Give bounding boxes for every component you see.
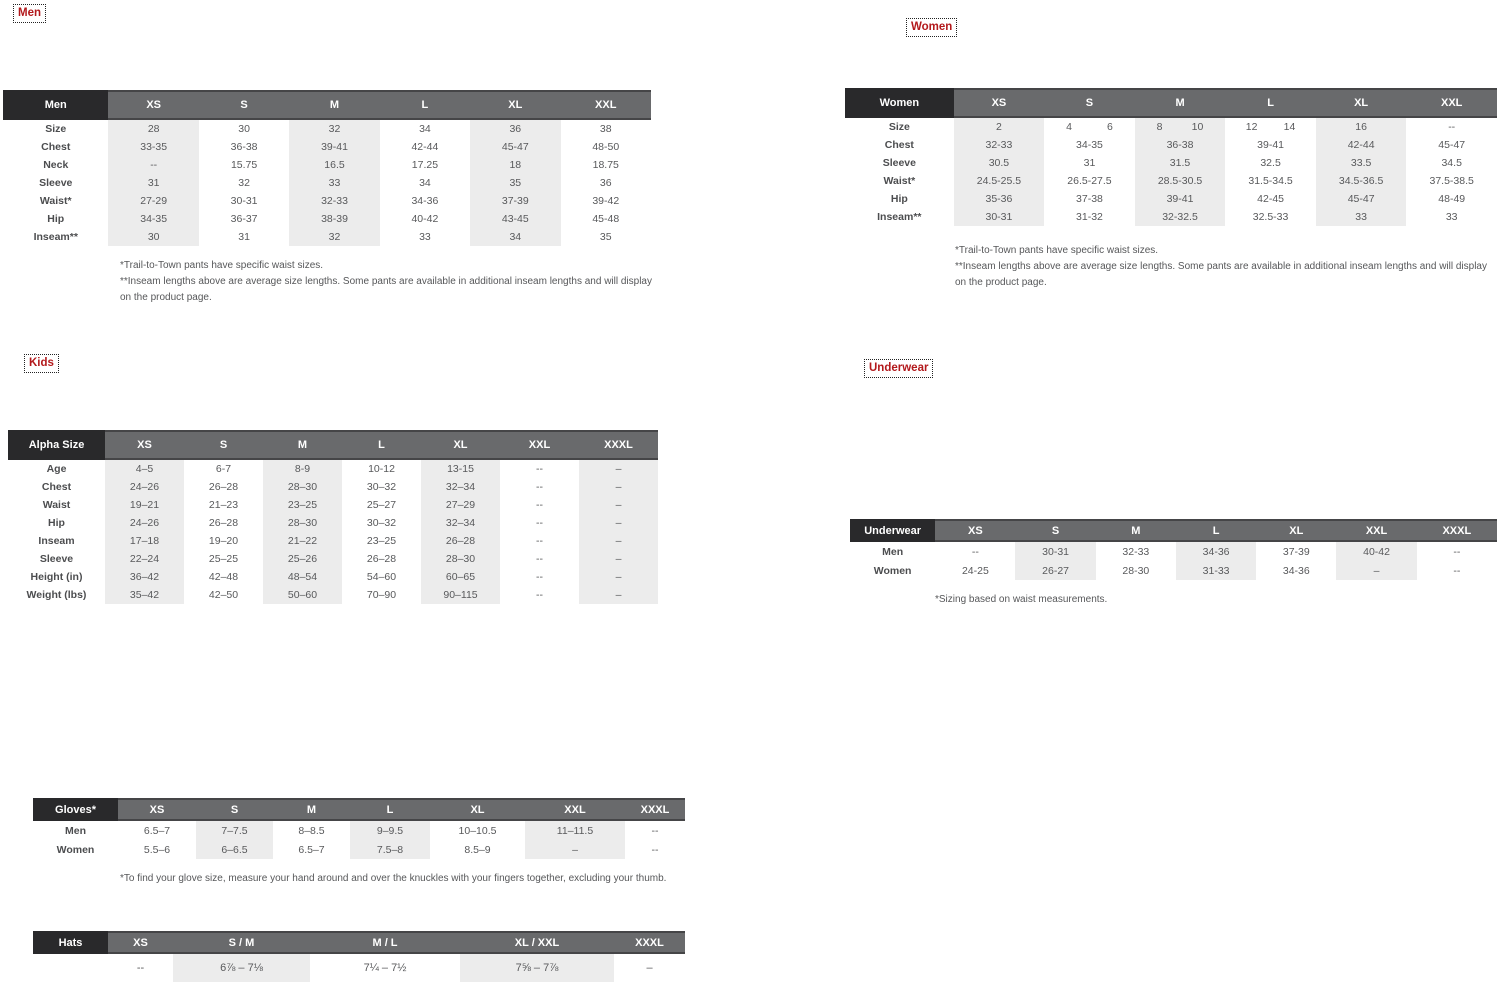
size-cell: 16.5: [289, 156, 379, 174]
header-row: [850, 520, 1497, 541]
row-label: Hip: [890, 193, 908, 205]
size-cell: 36: [470, 119, 560, 138]
size-cell: 37.5-38.5: [1429, 175, 1474, 187]
column-header: XXL: [525, 799, 625, 820]
size-cell: --: [651, 843, 659, 856]
table-row: [3, 192, 651, 210]
column-header: L: [1176, 520, 1256, 541]
column-header: M: [273, 799, 350, 820]
size-cell: --: [536, 553, 543, 565]
row-label: Waist*: [39, 195, 72, 207]
table-row: [8, 586, 658, 604]
size-cell: 26.5-27.5: [1067, 175, 1112, 187]
size-cell: 30: [108, 228, 198, 246]
size-cell: --: [536, 517, 543, 529]
size-cell: 8-9: [263, 459, 342, 478]
table-row: [33, 840, 685, 859]
size-cell: 37-39: [1282, 545, 1310, 558]
size-cell: 50–60: [263, 586, 342, 604]
size-cell: 32: [289, 119, 379, 138]
table-title-cell: Gloves*: [33, 799, 118, 820]
hats-size-table: [33, 931, 685, 982]
size-cell: 37-38: [1076, 193, 1103, 205]
size-cell: 32-33: [954, 136, 1045, 154]
size-cell: --: [136, 962, 145, 974]
column-header: S: [1015, 520, 1095, 541]
size-cell: 34-36: [411, 195, 439, 207]
size-cell: --: [536, 571, 543, 583]
size-cell: 36-38: [1135, 136, 1226, 154]
size-cell: 17–18: [105, 532, 184, 550]
row-label: Hip: [48, 517, 65, 529]
size-cell: 39-41: [289, 138, 379, 156]
size-cell: 42–50: [208, 589, 239, 601]
column-header: XL: [1316, 89, 1407, 117]
column-header: XXL: [1406, 89, 1497, 117]
header-row: [33, 799, 685, 820]
size-cell: 60–65: [421, 568, 500, 586]
column-header: L: [350, 799, 430, 820]
column-header: XS: [108, 932, 173, 953]
size-cell: 48–54: [263, 568, 342, 586]
size-cell: 54–60: [366, 571, 397, 583]
size-cell: --: [536, 535, 543, 547]
size-cell: 23–25: [366, 535, 397, 547]
footnote-line: **Inseam lengths above are average size lengths. Some pants are available in additional inseam lengths and will display on the product page.: [955, 261, 1487, 288]
column-header: XS: [105, 431, 184, 459]
table-row: [8, 478, 658, 496]
size-cell: 8 10: [1135, 117, 1226, 136]
row-label: Waist*: [883, 175, 916, 187]
size-cell: 26–28: [366, 553, 397, 565]
size-cell: 30–32: [366, 481, 397, 493]
size-cell: 39-41: [1257, 139, 1284, 151]
table-row: [845, 208, 1497, 226]
size-cell: 21–23: [208, 499, 239, 511]
size-cell: 32: [238, 177, 250, 189]
size-cell: 34.5-36.5: [1316, 172, 1407, 190]
footnote-line: *Trail-to-Town pants have specific waist sizes.: [120, 260, 324, 271]
row-label: Sleeve: [882, 157, 916, 169]
size-cell: --: [536, 499, 543, 511]
size-cell: 34.5: [1441, 157, 1462, 169]
column-header: XS: [935, 520, 1015, 541]
size-cell: 45-47: [1438, 139, 1466, 151]
size-cell: 19–20: [208, 535, 239, 547]
header-row: [3, 91, 651, 119]
size-cell: --: [1453, 564, 1461, 577]
size-cell: 8.5–9: [464, 843, 491, 856]
size-cell: 45-48: [592, 213, 620, 225]
size-cell: 36–42: [105, 568, 184, 586]
size-cell: –: [579, 586, 658, 604]
size-cell: 24-25: [961, 564, 989, 577]
table-row: [3, 156, 651, 174]
column-header: S: [199, 91, 289, 119]
size-cell: 17.25: [411, 159, 439, 171]
size-cell: 30-31: [954, 208, 1045, 226]
size-cell: 33: [419, 231, 431, 243]
footnote-line: *Trail-to-Town pants have specific waist sizes.: [955, 245, 1159, 256]
table-row: [3, 174, 651, 192]
size-cell: 26–28: [208, 517, 239, 529]
column-header: XS: [108, 91, 198, 119]
footnote-line: *Sizing based on waist measurements.: [935, 594, 1108, 605]
size-cell: 37-39: [470, 192, 560, 210]
table-row: [3, 210, 651, 228]
size-cell: --: [651, 824, 659, 837]
row-label: Neck: [43, 159, 69, 171]
size-cell: --: [1448, 121, 1456, 133]
table-row: [8, 550, 658, 568]
size-cell: 28–30: [263, 514, 342, 532]
size-cell: –: [579, 532, 658, 550]
size-cell: 26–28: [421, 532, 500, 550]
header-row: [33, 932, 685, 953]
size-cell: 8–8.5: [298, 824, 325, 837]
size-cell: 30-31: [1015, 541, 1095, 561]
size-cell: 2: [954, 117, 1045, 136]
size-cell: 32-33: [1122, 545, 1150, 558]
column-header: S: [1044, 89, 1135, 117]
size-cell: 28–30: [263, 478, 342, 496]
table-row: [845, 154, 1497, 172]
women-section-link[interactable]: Women: [906, 18, 957, 37]
size-cell: 40-42: [1336, 541, 1416, 561]
row-label: Chest: [41, 481, 72, 493]
column-header: S: [184, 431, 263, 459]
size-cell: 33: [289, 174, 379, 192]
column-header: M: [289, 91, 379, 119]
size-cell: 31: [108, 174, 198, 192]
size-cell: 4–5: [105, 459, 184, 478]
table-row: [845, 172, 1497, 190]
size-cell: 35–42: [105, 586, 184, 604]
size-cell: 33: [1445, 211, 1458, 223]
size-cell: 31-33: [1176, 561, 1256, 580]
row-label: Women: [56, 843, 95, 856]
size-cell: 23–25: [263, 496, 342, 514]
column-header: S: [196, 799, 273, 820]
size-cell: 45-47: [470, 138, 560, 156]
header-row: [845, 89, 1497, 117]
size-cell: 32.5: [1260, 157, 1281, 169]
row-label: Men: [65, 824, 86, 837]
size-cell: 36-37: [230, 213, 258, 225]
size-cell: 42-44: [411, 141, 439, 153]
column-header: XL: [1256, 520, 1336, 541]
table-row: [8, 568, 658, 586]
size-cell: 32-33: [289, 192, 379, 210]
men-section-link[interactable]: Men: [13, 4, 46, 23]
size-cell: 5.5–6: [143, 843, 171, 856]
size-cell: 40-42: [411, 213, 439, 225]
size-cell: 10-12: [368, 463, 395, 475]
footnote-line: **Inseam lengths above are average size lengths. Some pants are available in additional inseam lengths and will display on the product page.: [120, 276, 652, 303]
header-row: [8, 431, 658, 459]
column-header: XL: [430, 799, 525, 820]
size-cell: 35: [470, 174, 560, 192]
column-header: XL: [421, 431, 500, 459]
size-cell: 16: [1316, 117, 1407, 136]
size-cell: 24.5-25.5: [954, 172, 1045, 190]
underwear-section-link[interactable]: Underwear: [864, 359, 933, 378]
size-cell: 10–10.5: [458, 824, 497, 837]
size-cell: 6–6.5: [196, 840, 273, 859]
size-cell: –: [579, 568, 658, 586]
size-cell: –: [579, 550, 658, 568]
table-row: [3, 119, 651, 138]
size-cell: --: [971, 545, 979, 558]
column-header: M / L: [310, 932, 460, 953]
size-cell: 34-36: [1282, 564, 1310, 577]
table-row: [845, 190, 1497, 208]
column-header: XXL: [1336, 520, 1416, 541]
size-cell: --: [536, 589, 543, 601]
table-row: [8, 532, 658, 550]
size-cell: 35: [599, 231, 612, 243]
column-header: XXXL: [1417, 520, 1497, 541]
column-header: XXXL: [625, 799, 685, 820]
row-label: [33, 953, 108, 982]
table-row: [33, 820, 685, 840]
table-row: [3, 228, 651, 246]
size-cell: 35-36: [954, 190, 1045, 208]
size-cell: --: [536, 481, 543, 493]
men-table-footnotes: [120, 258, 665, 306]
table-row: [8, 496, 658, 514]
column-header: XS: [954, 89, 1045, 117]
size-cell: 32: [289, 228, 379, 246]
table-row: [850, 561, 1497, 580]
size-cell: 7–7.5: [196, 820, 273, 840]
size-cell: 42–48: [208, 571, 239, 583]
size-cell: 33.5: [1316, 154, 1407, 172]
size-cell: 32–34: [421, 478, 500, 496]
size-cell: 6.5–7: [143, 824, 171, 837]
row-label: Sleeve: [39, 553, 74, 565]
size-cell: –: [1336, 561, 1416, 580]
size-cell: 32-32.5: [1135, 208, 1226, 226]
table-row: [845, 117, 1497, 136]
size-cell: --: [108, 156, 198, 174]
size-cell: 42-45: [1257, 193, 1284, 205]
size-cell: 6⅞ – 7⅛: [173, 953, 310, 982]
row-label: Waist: [42, 499, 71, 511]
column-header: L: [342, 431, 421, 459]
size-cell: –: [579, 514, 658, 532]
size-cell: –: [579, 478, 658, 496]
size-cell: 32–34: [421, 514, 500, 532]
size-cell: 34: [419, 123, 431, 135]
gloves-size-table: [33, 798, 685, 859]
size-cell: 28.5-30.5: [1135, 172, 1226, 190]
size-cell: 34-35: [108, 210, 198, 228]
column-header: L: [380, 91, 470, 119]
kids-section-link[interactable]: Kids: [24, 354, 59, 373]
size-cell: 34: [470, 228, 560, 246]
column-header: XXL: [500, 431, 579, 459]
size-cell: 18: [470, 156, 560, 174]
size-cell: 33: [1316, 208, 1407, 226]
size-cell: 43-45: [470, 210, 560, 228]
size-cell: --: [1453, 545, 1461, 558]
size-cell: 70–90: [366, 589, 397, 601]
row-label: Women: [873, 564, 912, 577]
size-cell: 25–27: [366, 499, 397, 511]
table-row: [33, 953, 685, 982]
gloves-table-footnotes: [120, 871, 700, 887]
column-header: XL: [470, 91, 560, 119]
size-cell: 42-44: [1316, 136, 1407, 154]
size-cell: –: [579, 496, 658, 514]
row-label: Men: [882, 545, 904, 558]
row-label: Hip: [47, 213, 65, 225]
row-label: Weight (lbs): [26, 589, 87, 601]
size-cell: 9–9.5: [350, 820, 430, 840]
size-cell: 28: [108, 119, 198, 138]
size-cell: 48-49: [1438, 193, 1466, 205]
size-cell: 38: [599, 123, 612, 135]
size-cell: 25–26: [263, 550, 342, 568]
row-label: Height (in): [30, 571, 83, 583]
column-header: XXXL: [614, 932, 685, 953]
women-size-table: [845, 88, 1497, 226]
row-label: Size: [888, 121, 910, 133]
table-title-cell: Alpha Size: [8, 431, 105, 459]
size-cell: 30–32: [366, 517, 397, 529]
size-cell: 25–25: [208, 553, 239, 565]
size-cell: 31.5: [1135, 154, 1226, 172]
size-cell: 4 6: [1066, 121, 1113, 133]
women-table-footnotes: [955, 243, 1495, 291]
size-cell: 24–26: [105, 478, 184, 496]
size-cell: 12 14: [1245, 121, 1296, 133]
column-header: XL / XXL: [460, 932, 614, 953]
size-cell: 36-38: [230, 141, 258, 153]
size-cell: 33-35: [108, 138, 198, 156]
size-cell: 34-35: [1076, 139, 1103, 151]
size-cell: 6-7: [215, 463, 232, 475]
size-cell: 30-31: [230, 195, 258, 207]
row-label: Size: [45, 123, 67, 135]
size-cell: 48-50: [592, 141, 620, 153]
table-title-cell: Underwear: [850, 520, 935, 541]
size-cell: 27-29: [108, 192, 198, 210]
size-cell: 7¼ – 7½: [363, 962, 407, 974]
size-cell: 21–22: [263, 532, 342, 550]
row-label: Inseam: [38, 535, 75, 547]
size-cell: 39-42: [592, 195, 620, 207]
underwear-size-table: [850, 519, 1497, 580]
underwear-table-footnotes: [935, 592, 1335, 608]
size-cell: –: [579, 459, 658, 478]
row-label: Chest: [884, 139, 914, 151]
table-title-cell: Men: [3, 91, 108, 119]
size-cell: 6.5–7: [298, 843, 325, 856]
size-cell: 30: [238, 123, 250, 135]
size-cell: 7⅝ – 7⅞: [460, 953, 614, 982]
size-cell: 28-30: [1122, 564, 1150, 577]
row-label: Age: [46, 463, 67, 475]
column-header: M: [263, 431, 342, 459]
table-title-cell: Hats: [33, 932, 108, 953]
size-cell: 34-36: [1176, 541, 1256, 561]
size-cell: 11–11.5: [525, 820, 625, 840]
size-cell: 30.5: [954, 154, 1045, 172]
column-header: XS: [118, 799, 196, 820]
row-label: Inseam**: [877, 211, 922, 223]
men-size-table: [3, 90, 651, 246]
size-cell: --: [536, 463, 543, 475]
table-title-cell: Women: [845, 89, 954, 117]
size-cell: 24–26: [105, 514, 184, 532]
row-label: Inseam**: [33, 231, 78, 243]
column-header: XXXL: [579, 431, 658, 459]
size-cell: 90–115: [421, 586, 500, 604]
size-cell: 36: [599, 177, 612, 189]
table-row: [845, 136, 1497, 154]
table-row: [850, 541, 1497, 561]
size-cell: 13-15: [421, 459, 500, 478]
column-header: M: [1135, 89, 1226, 117]
table-row: [8, 514, 658, 532]
size-cell: 31-32: [1076, 211, 1103, 223]
size-cell: 7.5–8: [350, 840, 430, 859]
table-row: [3, 138, 651, 156]
size-cell: 34: [419, 177, 431, 189]
column-header: L: [1225, 89, 1316, 117]
row-label: Sleeve: [39, 177, 73, 189]
size-cell: 28–30: [421, 550, 500, 568]
size-cell: 32.5-33: [1252, 211, 1289, 223]
size-cell: 18.75: [592, 159, 619, 171]
kids-size-table: [8, 430, 658, 604]
footnote-line: *To find your glove size, measure your hand around and over the knuckles with your fingers together, excluding your thumb.: [120, 873, 667, 884]
size-cell: 26–28: [208, 481, 239, 493]
size-cell: 45-47: [1316, 190, 1407, 208]
size-cell: –: [646, 962, 653, 974]
size-cell: 15.75: [230, 159, 258, 171]
column-header: XXL: [561, 91, 651, 119]
column-header: M: [1096, 520, 1176, 541]
column-header: S / M: [173, 932, 310, 953]
row-label: Chest: [41, 141, 71, 153]
size-cell: 31: [1083, 157, 1096, 169]
size-cell: 38-39: [289, 210, 379, 228]
size-cell: 26-27: [1015, 561, 1095, 580]
size-cell: 31.5-34.5: [1248, 175, 1293, 187]
size-cell: 19–21: [105, 496, 184, 514]
size-cell: –: [525, 840, 625, 859]
table-row: [8, 459, 658, 478]
size-cell: 31: [238, 231, 250, 243]
size-cell: 22–24: [105, 550, 184, 568]
size-cell: 27–29: [421, 496, 500, 514]
size-cell: 39-41: [1135, 190, 1226, 208]
